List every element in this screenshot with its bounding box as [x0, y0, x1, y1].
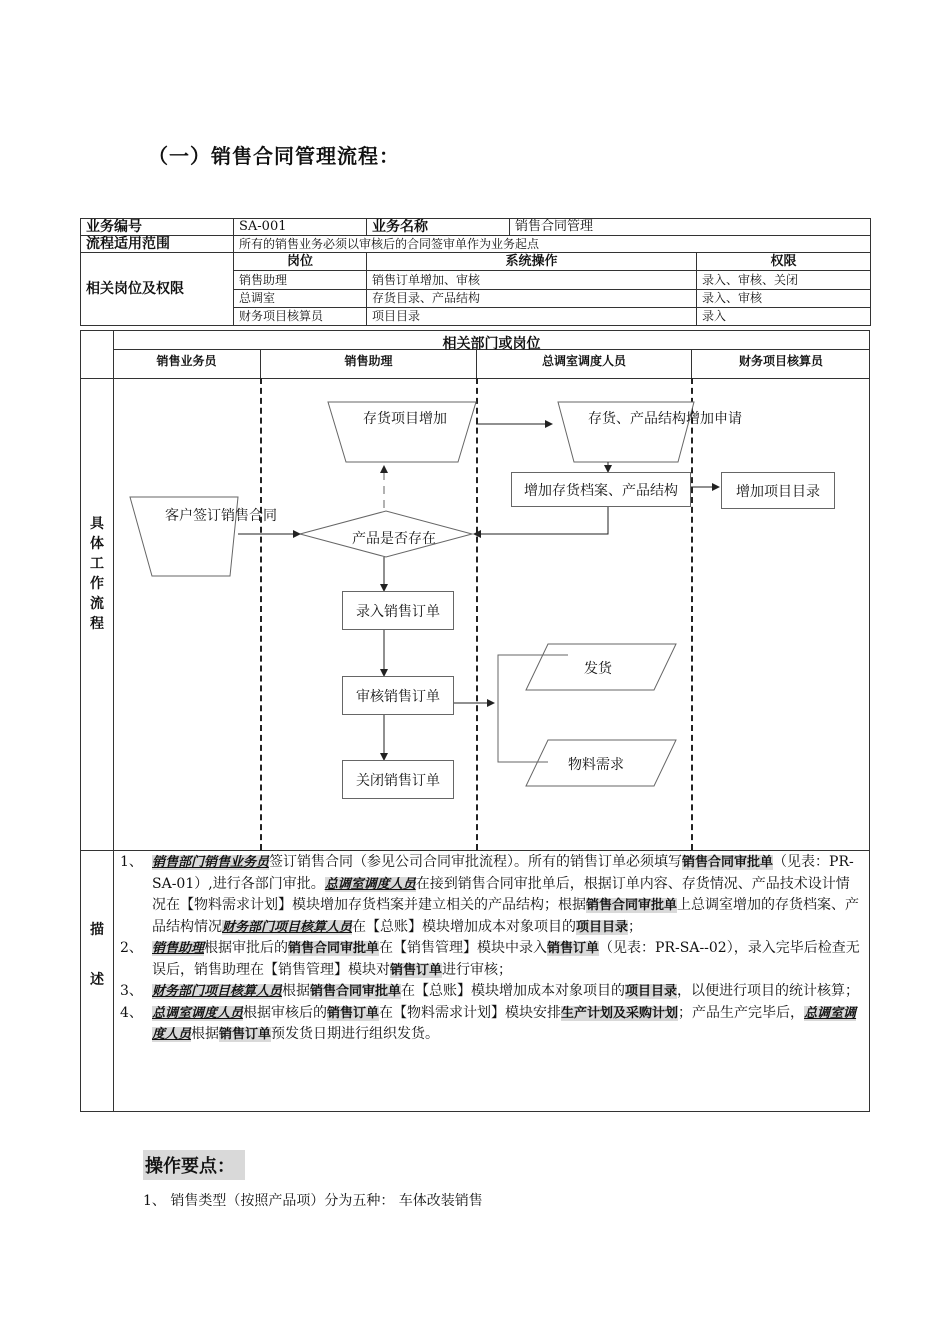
- page-title: （一）销售合同管理流程：: [148, 144, 400, 168]
- audit-order-node: 审核销售订单: [342, 676, 454, 715]
- description-text: 在接到销售合同审批单后，根据订单内容、存货情况、产品技术设计情况在【物料需求计划】模块增加存货档案并建立相关的产品结构；根据: [152, 875, 850, 913]
- highlighted-term: 销售部门销售业务员: [152, 855, 270, 870]
- highlighted-term: 销售订单: [327, 1005, 380, 1021]
- highlighted-term: 总调室调度人员: [152, 1005, 857, 1042]
- description-text: ；: [628, 918, 643, 935]
- item-number: 1、: [120, 854, 143, 870]
- highlighted-term: 销售订单: [219, 1027, 272, 1042]
- description-item: [120, 981, 862, 1003]
- highlighted-term: 总调室调度人员: [152, 1005, 244, 1021]
- customer-contract-node: 客户签订销售合同: [165, 508, 277, 524]
- add-archive-node: 增加存货档案、产品结构: [511, 472, 691, 507]
- highlighted-term: 财务部门项目核算人员: [222, 919, 353, 935]
- description-text: 进行审核；: [442, 961, 513, 978]
- description-text: 在【销售管理】模块中录入: [379, 940, 548, 956]
- perm-cell: 录入: [697, 307, 871, 325]
- description-text: 根据审批后的: [204, 940, 289, 956]
- highlighted-term: 项目目录: [576, 919, 629, 935]
- description-text: 预发货日期进行组织发货。: [271, 1026, 440, 1042]
- lane-assistant: 销售助理: [344, 354, 393, 368]
- highlighted-term: 销售合同审批单: [586, 898, 678, 913]
- ops-cell: 销售订单增加、审核: [367, 271, 697, 289]
- description-text: 在【物料需求计划】模块安排: [379, 1004, 562, 1021]
- name-value: 销售合同管理: [510, 219, 871, 236]
- post-cell: 总调室: [234, 289, 367, 307]
- code-label: 业务编号: [81, 219, 234, 236]
- description-text: （见表：PR-SA-01）,进行各部门审批。: [152, 854, 854, 892]
- side-label-char: 工: [90, 556, 104, 572]
- add-stock-node: 存货项目增加: [363, 411, 447, 427]
- stock-request-node: 存货、产品结构增加申请: [588, 411, 742, 427]
- item-number: 4、: [120, 1004, 143, 1021]
- enter-order-node: 录入销售订单: [342, 591, 454, 630]
- name-label: 业务名称: [367, 219, 510, 236]
- highlighted-term: 销售助理: [152, 941, 205, 956]
- description-item: [120, 852, 862, 938]
- highlighted-term: 财务部门项目核算人员: [152, 984, 283, 999]
- description-text: 根据审核后的: [243, 1004, 328, 1021]
- highlighted-term: 销售订单: [547, 941, 600, 956]
- side-label-char: 体: [90, 536, 104, 552]
- description-text: 在【总账】模块增加成本对象项目的: [352, 918, 577, 935]
- decision-node: 产品是否存在: [352, 531, 436, 547]
- description-text: 上总调室增加的存货档案、产品结构情况: [152, 897, 860, 935]
- description-text: 签订销售合同（参见公司合同审批流程）。所有的销售订单必须填写: [269, 854, 683, 870]
- side-label-char: 描: [90, 922, 104, 938]
- highlighted-term: 销售合同审批单: [310, 984, 402, 999]
- col-perm: 权限: [697, 253, 871, 271]
- arrow-archive-to-decision: [474, 506, 608, 534]
- close-order-node: 关闭销售订单: [342, 760, 454, 799]
- scope-value: 所有的销售业务必须以审核后的合同签审单作为业务起点: [234, 236, 871, 253]
- col-post: 岗位: [234, 253, 367, 271]
- post-cell: 财务项目核算员: [234, 307, 367, 325]
- highlighted-term: 项目目录: [625, 984, 678, 999]
- item-number: 2、: [120, 940, 143, 956]
- highlighted-term: 生产计划及采购计划: [561, 1005, 679, 1021]
- description-item: [120, 1003, 862, 1046]
- roles-label: 相关岗位及权限: [81, 253, 234, 326]
- lane-sales: 销售业务员: [156, 354, 217, 368]
- perm-cell: 录入、审核: [697, 289, 871, 307]
- description-text: （见表：PR-SA--02），录入完毕后检查无误后，销售助理在【销售管理】模块对: [152, 940, 860, 978]
- highlighted-term: 销售合同审批单: [682, 855, 774, 870]
- description-item: [120, 938, 862, 981]
- side-label-char: 作: [90, 576, 104, 592]
- description-text: 根据: [191, 1026, 220, 1042]
- ship-node: 发货: [584, 661, 612, 677]
- post-cell: 销售助理: [234, 271, 367, 289]
- highlighted-term: 销售合同审批单: [288, 941, 380, 956]
- side-label-char: 具: [90, 516, 104, 532]
- material-node: 物料需求: [568, 757, 624, 773]
- side-label-char: 程: [90, 616, 104, 632]
- ops-line: 1、 销售类型（按照产品项）分为五种： 车体改装销售: [143, 1193, 483, 1209]
- side-label-char: 述: [90, 972, 104, 988]
- highlighted-term: 销售订单: [390, 962, 443, 978]
- lane-finance: 财务项目核算员: [738, 354, 823, 368]
- item-number: 3、: [120, 983, 143, 999]
- ops-cell: 存货目录、产品结构: [367, 289, 697, 307]
- side-label-char: 流: [90, 596, 104, 612]
- description-text: ；产品生产完毕后，: [678, 1004, 805, 1021]
- ops-cell: 项目目录: [367, 307, 697, 325]
- perm-cell: 录入、审核、关闭: [697, 271, 871, 289]
- code-value: SA-001: [234, 219, 367, 236]
- description-text: 在【总账】模块增加成本对象项目的: [401, 983, 626, 999]
- description-text: ，以便进行项目的统计核算；: [677, 983, 860, 999]
- lane-dispatch: 总调室调度人员: [541, 354, 626, 368]
- add-project-node: 增加项目目录: [721, 472, 835, 509]
- highlighted-term: 总调室调度人员: [324, 876, 416, 892]
- dept-header: 相关部门或岗位: [442, 336, 541, 352]
- description-list: [120, 852, 862, 1046]
- scope-label: 流程适用范围: [81, 236, 234, 253]
- description-text: 根据: [282, 983, 311, 999]
- ops-title: 操作要点：: [143, 1150, 245, 1180]
- col-ops: 系统操作: [367, 253, 697, 271]
